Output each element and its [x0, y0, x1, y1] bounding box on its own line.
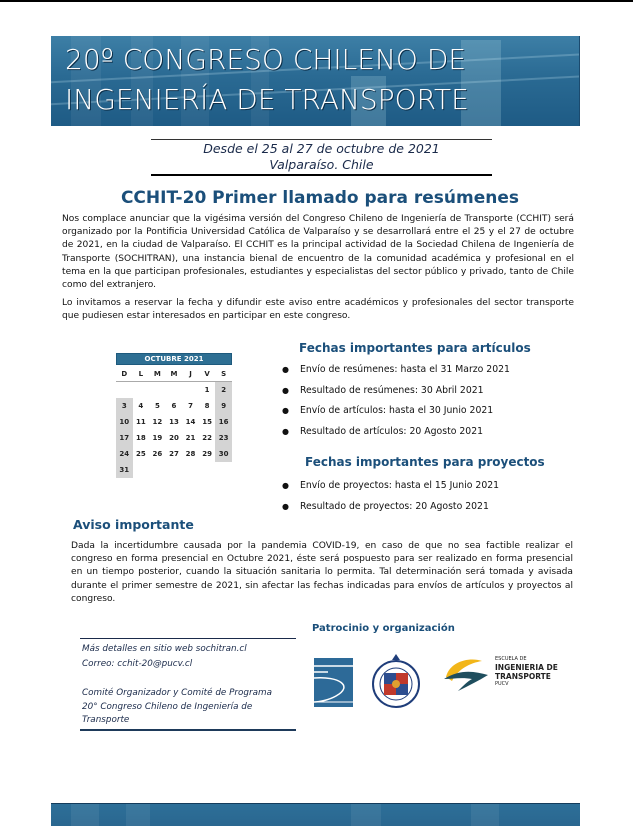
articles-dates-list — [282, 360, 510, 442]
calendar-empty-cell — [133, 382, 150, 398]
website-link[interactable]: Más detalles en sitio web sochitran.cl — [82, 644, 247, 654]
calendar-day: 23 — [215, 430, 232, 446]
calendar-day: 19 — [152, 434, 163, 442]
calendar-day: 12 — [152, 418, 163, 426]
notice-section — [71, 516, 573, 606]
calendar-day: 25 — [135, 450, 146, 458]
calendar-day: 30 — [215, 446, 232, 462]
calendar-empty-cell — [166, 382, 183, 398]
projects-dates-list — [282, 476, 499, 517]
calendar-week — [116, 382, 232, 398]
page-title: CCHIT-20 Primer llamado para resúmenes — [120, 188, 520, 208]
bullet-icon: ● — [282, 481, 289, 490]
event-dates: Desde el 25 al 27 de octubre de 2021 — [203, 141, 440, 156]
congress-name-line2: Transporte — [82, 715, 130, 725]
calendar — [116, 353, 232, 478]
calendar-day: 28 — [185, 450, 196, 458]
calendar-day: 15 — [202, 418, 212, 426]
weekday: J — [189, 370, 192, 378]
projects-dates-title: Fechas importantes para proyectos — [305, 455, 545, 469]
calendar-day: 2 — [215, 382, 232, 398]
list-item: ● Envío de artículos: hasta el 30 Junio 2021 — [282, 401, 510, 422]
calendar-day: 20 — [169, 434, 179, 442]
calendar-weekdays — [116, 367, 232, 382]
calendar-day: 5 — [154, 402, 160, 410]
notice-paragraph: Dada la incertidumbre causada por la pandemia COVID-19, en caso de que no sea factible realizar el congreso en forma presencial en Octubre 2021, éste será pospuesto para ser realizado en forma presencial en un tiempo posterior, cuando la situación sanitaria lo permita. Tal determinación será tomada y avisada durante el primer semestre de 2021, sin afectar las fechas indicadas para envíos de artículos y proyectos al congreso. — [71, 541, 573, 604]
footer-banner — [51, 803, 580, 826]
bullet-icon: ● — [282, 426, 289, 436]
calendar-day: 8 — [204, 402, 210, 410]
weekday: M — [153, 370, 161, 378]
divider — [151, 174, 492, 176]
bullet-icon: ● — [282, 501, 289, 511]
pucv-seal-logo — [372, 648, 420, 710]
calendar-empty-cell — [166, 462, 183, 478]
calendar-empty-cell — [199, 462, 216, 478]
calendar-title: OCTUBRE 2021 — [116, 353, 232, 365]
calendar-week — [116, 430, 232, 446]
bullet-icon: ● — [282, 406, 289, 415]
banner-title-line2: INGENIERÍA DE TRANSPORTE — [65, 83, 469, 116]
intro-paragraph: Nos complace anunciar que la vigésima versión del Congreso Chileno de Ingeniería de Transporte (CCHIT) será organizado por la Pontificia Universidad Católica de Valparaíso y se desarrollará entre el 25 y el 27 de octubre de 2021, en la ciudad de Valparaíso. El CCHIT es la principal actividad de la Sociedad Chilena de Ingeniería de Transporte (SOCHITRAN), una instancia bienal de encuentro de la comunidad académica y profesional en el tema en la que participan profesionales, estudiantes y especialistas del sector público y privado, tanto de Chile como del extranjero. — [62, 214, 574, 291]
header-banner — [51, 36, 580, 126]
email-link[interactable]: Correo: cchit-20@pucv.cl — [82, 659, 193, 669]
divider — [151, 139, 492, 140]
calendar-day: 4 — [138, 402, 144, 410]
calendar-day: 18 — [135, 434, 146, 442]
calendar-day: 26 — [152, 450, 163, 458]
calendar-day: 3 — [116, 398, 133, 414]
calendar-empty-cell — [182, 382, 199, 398]
calendar-day: 17 — [116, 430, 133, 446]
notice-title: Aviso importante — [73, 517, 194, 532]
calendar-week — [116, 398, 232, 414]
calendar-day: 6 — [171, 402, 177, 410]
list-item: ● Resultado de resúmenes: 30 Abril 2021 — [282, 381, 510, 402]
contact-section — [80, 638, 296, 731]
escuela-ingenieria-transporte-logo — [440, 655, 490, 695]
calendar-day: 16 — [215, 414, 232, 430]
calendar-day: 31 — [116, 462, 133, 478]
intro-section — [62, 213, 574, 324]
calendar-day: 1 — [204, 386, 210, 394]
calendar-day: 7 — [188, 402, 193, 410]
calendar-empty-cell — [149, 382, 166, 398]
bullet-icon: ● — [282, 385, 289, 395]
list-item: ● Resultado de proyectos: 20 Agosto 2021 — [282, 497, 499, 518]
sochitran-logo — [314, 658, 353, 707]
calendar-day: 13 — [169, 418, 179, 426]
weekday: S — [221, 370, 227, 378]
calendar-empty-cell — [149, 462, 166, 478]
calendar-day: 29 — [202, 450, 212, 458]
list-item: ● Resultado de artículos: 20 Agosto 2021 — [282, 422, 510, 443]
calendar-empty-cell — [133, 462, 150, 478]
calendar-day: 24 — [116, 446, 133, 462]
calendar-empty-cell — [215, 462, 232, 478]
weekday: M — [170, 370, 178, 378]
calendar-day: 10 — [116, 414, 133, 430]
weekday: L — [138, 370, 144, 378]
top-border — [0, 0, 633, 2]
banner-title-line1: 20º CONGRESO CHILENO DE — [65, 43, 467, 76]
calendar-day: 9 — [215, 398, 232, 414]
event-location: Valparaíso. Chile — [269, 157, 374, 172]
calendar-empty-cell — [182, 462, 199, 478]
calendar-day: 14 — [185, 418, 196, 426]
invitation-paragraph: Lo invitamos a reservar la fecha y difundir este aviso entre académicos y profesionales del sector transporte que pudiesen estar interesados en participar en este congreso. — [62, 298, 574, 322]
calendar-week — [116, 446, 232, 462]
weekday: D — [121, 370, 128, 378]
calendar-day: 22 — [202, 434, 212, 442]
list-item: ● Envío de resúmenes: hasta el 31 Marzo 2021 — [282, 360, 510, 381]
articles-dates-title: Fechas importantes para artículos — [299, 341, 531, 355]
committee-text: Comité Organizador y Comité de Programa — [82, 688, 272, 698]
sponsors-title: Patrocinio y organización — [312, 623, 455, 634]
calendar-day: 21 — [185, 434, 196, 442]
calendar-days — [116, 382, 232, 478]
calendar-day: 27 — [169, 450, 179, 458]
bullet-icon: ● — [282, 365, 289, 374]
calendar-empty-cell — [116, 382, 133, 398]
escuela-logo-text: ESCUELA DE INGENIERIA DE TRANSPORTE PUCV — [495, 656, 558, 687]
congress-name-line1: 20° Congreso Chileno de Ingeniería de — [82, 702, 253, 712]
list-item: ● Envío de proyectos: hasta el 15 Junio 2021 — [282, 476, 499, 497]
calendar-day: 11 — [135, 418, 146, 426]
weekday: V — [204, 370, 210, 378]
calendar-week — [116, 414, 232, 430]
calendar-week — [116, 462, 232, 478]
